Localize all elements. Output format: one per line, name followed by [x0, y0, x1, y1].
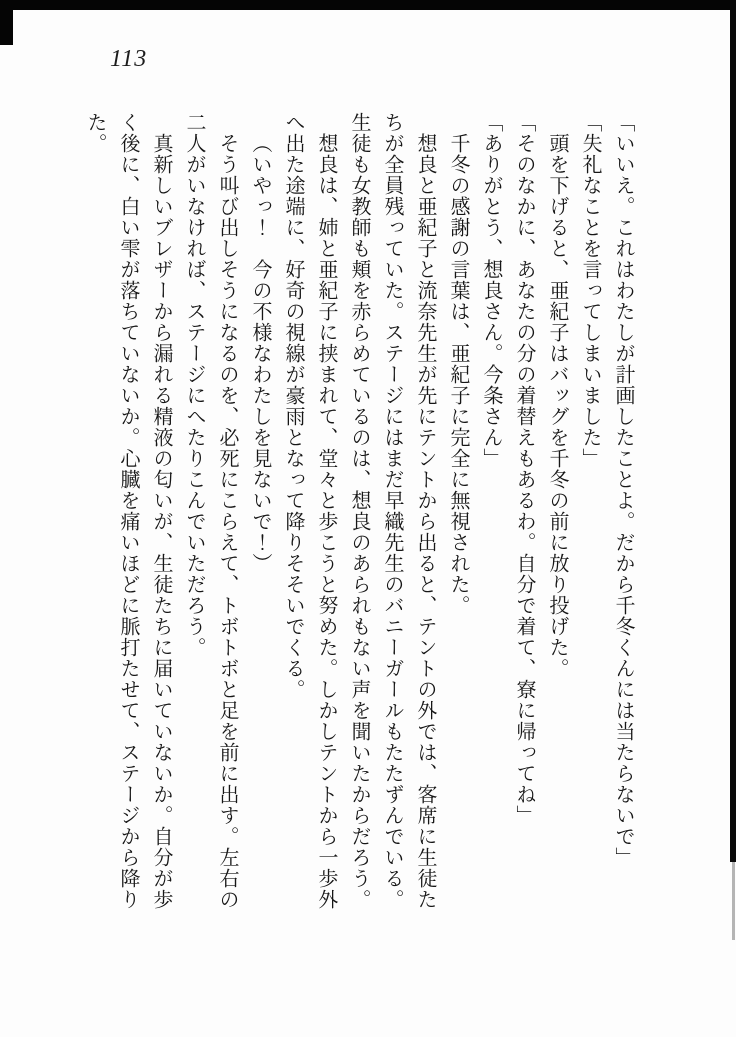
- scan-edge-right: [730, 0, 736, 862]
- scan-edge-top: [0, 0, 736, 10]
- scan-edge-top-left: [0, 0, 13, 45]
- text-line: 生徒も女教師も頬を赤らめているのは、想良のあられもない声を聞いたからだろう。: [348, 112, 370, 910]
- novel-text-block: [78, 112, 639, 927]
- text-line: 「そのなかに、あなたの分の着替えもあるわ。自分で着て、寮に帰ってね」: [513, 112, 535, 826]
- text-line: た。: [84, 112, 106, 154]
- text-line: 「失礼なことを言ってしまいました」: [579, 112, 601, 469]
- text-line: 「ありがとう、想良さん。今条さん」: [480, 112, 502, 469]
- text-line: 真新しいブレザーから漏れる精液の匂いが、生徒たちに届いていないか。自分が歩: [150, 133, 172, 910]
- text-line: 二人がいなければ、ステージにへたりこんでいただろう。: [183, 112, 205, 658]
- scan-edge-right-tail: [732, 862, 735, 940]
- text-line: 千冬の感謝の言葉は、亜紀子に完全に無視された。: [447, 133, 469, 616]
- text-line: 想良は、姉と亜紀子に挟まれて、堂々と歩こうと努めた。しかしテントから一歩外: [315, 133, 337, 910]
- page-number: 113: [110, 46, 148, 72]
- text-line: そう叫び出しそうになるのを、必死にこらえて、トボトボと足を前に出す。左右の: [216, 133, 238, 910]
- text-line: ちが全員残っていた。ステージにはまだ早織先生のバニーガールもたたずんでいる。: [381, 112, 403, 910]
- text-line: へ出た途端に、好奇の視線が豪雨となって降りそそいでくる。: [282, 112, 304, 700]
- text-line: （いやっ！ 今の不様なわたしを見ないで！）: [249, 133, 271, 574]
- text-line: 頭を下げると、亜紀子はバッグを千冬の前に放り投げた。: [546, 133, 568, 679]
- text-line: 想良と亜紀子と流奈先生が先にテントから出ると、テントの外では、客席に生徒た: [414, 133, 436, 910]
- text-line: く後に、白い雫が落ちていないか。心臓を痛いほどに脈打たせて、ステージから降り: [117, 112, 139, 910]
- text-line: 「いいえ。これはわたしが計画したことよ。だから千冬くんには当たらないで」: [612, 112, 634, 868]
